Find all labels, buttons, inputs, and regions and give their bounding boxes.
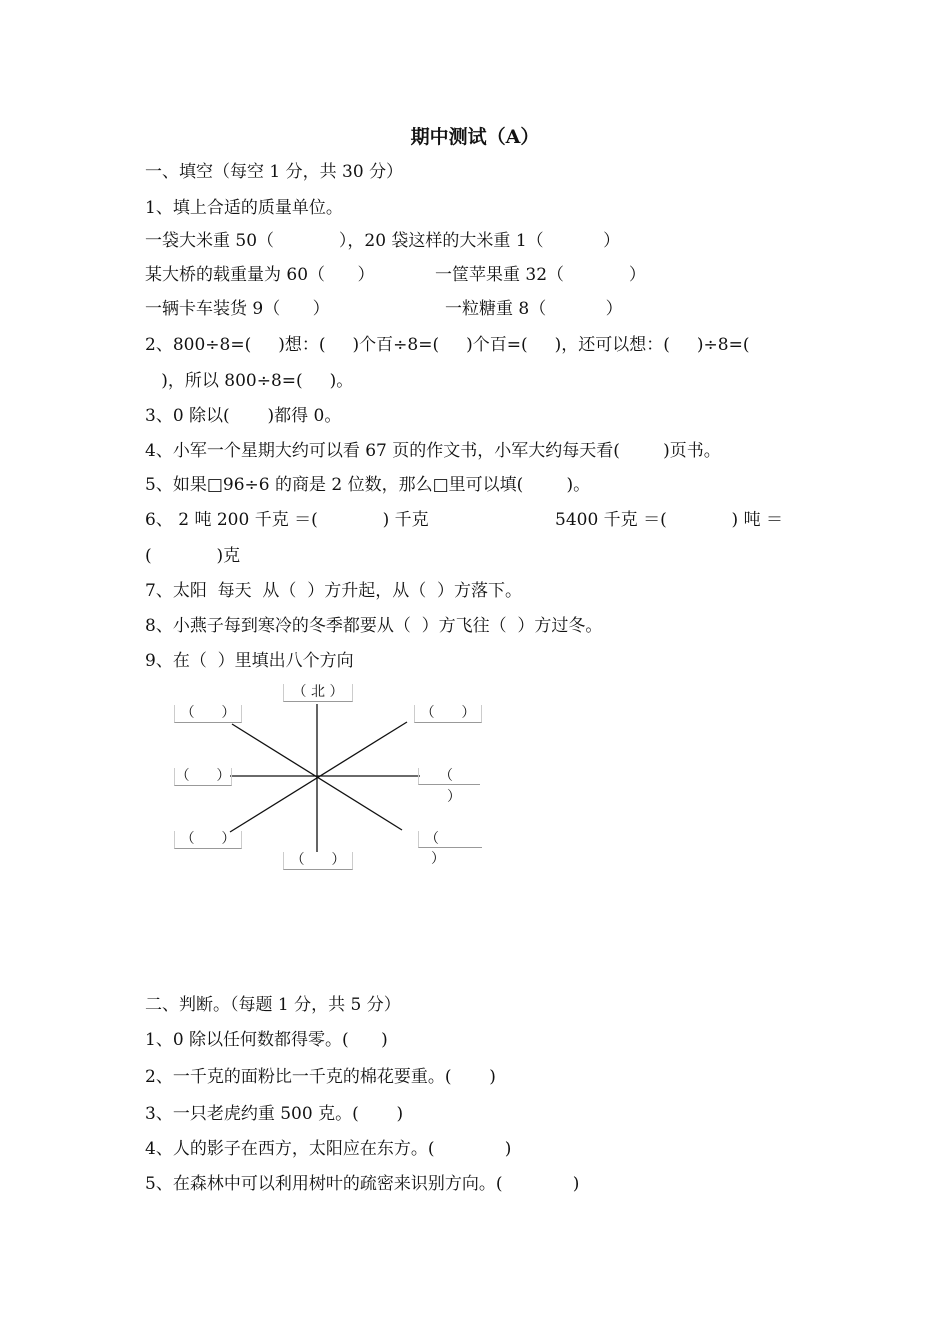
judgment-item-3: 3、一只老虎约重 500 克。( ) (145, 1104, 404, 1124)
question-1-line-2a: 某大桥的载重量为 60（ ） (145, 265, 375, 285)
direction-box-northwest[interactable]: （ ） (174, 705, 242, 723)
question-3: 3、0 除以( )都得 0。 (145, 406, 342, 426)
judgment-item-5: 5、在森林中可以利用树叶的疏密来识别方向。( ) (145, 1174, 580, 1194)
judgment-item-2: 2、一千克的面粉比一千克的棉花要重。( ) (145, 1067, 496, 1087)
direction-box-north[interactable]: （ 北 ） (283, 684, 353, 702)
compass-line-northeast-southwest (230, 722, 407, 832)
question-7: 7、太阳 每天 从（ ）方升起，从（ ）方落下。 (145, 581, 523, 601)
section1-heading: 一、填空（每空 1 分，共 30 分） (145, 162, 404, 182)
judgment-item-4: 4、人的影子在西方，太阳应在东方。( ) (145, 1139, 512, 1159)
direction-box-southeast-close: ） (431, 851, 445, 867)
direction-box-west[interactable]: （ ） (175, 768, 231, 784)
question-1-line-3a: 一辆卡车装货 9（ ） (145, 299, 330, 319)
question-1-line-3b: 一粒糖重 8（ ） (445, 299, 623, 319)
question-1-line-1: 一袋大米重 50（ ），20 袋这样的大米重 1（ ） (145, 231, 621, 251)
question-1-line-2b: 一筐苹果重 32（ ） (435, 265, 646, 285)
question-9: 9、在（ ）里填出八个方向 (145, 651, 354, 671)
direction-box-south[interactable]: （ ） (283, 852, 353, 870)
section2-heading: 二、判断。（每题 1 分，共 5 分） (145, 995, 401, 1015)
question-5: 5、如果□96÷6 的商是 2 位数，那么□里可以填( )。 (145, 475, 591, 495)
judgment-item-1: 1、0 除以任何数都得零。( ) (145, 1030, 388, 1050)
direction-box-northeast[interactable]: （ ） (414, 705, 482, 723)
question-8: 8、小燕子每到寒冷的冬季都要从（ ）方飞往（ ）方过冬。 (145, 616, 603, 636)
direction-box-east-close: ） (447, 789, 461, 805)
question-4: 4、小军一个星期大约可以看 67 页的作文书，小军大约每天看( )页书。 (145, 441, 721, 461)
page-title: 期中测试（A） (410, 126, 540, 148)
question-6-part-2: 5400 千克 ＝( ) 吨 ＝ (555, 510, 783, 530)
question-6-part-1: 6、 2 吨 200 千克 ＝( ) 千克 (145, 510, 429, 530)
direction-box-southeast[interactable]: （ (418, 831, 482, 848)
direction-box-east[interactable]: （ (418, 768, 480, 785)
question-1: 1、填上合适的质量单位。 (145, 198, 343, 218)
question-6-line-2: ( )克 (145, 546, 241, 566)
question-2-line-2: )，所以 800÷8=( )。 (145, 371, 354, 391)
direction-box-southwest[interactable]: （ ） (174, 831, 242, 849)
question-2-line-1: 2、800÷8=( )想：( )个百÷8=( )个百=( )，还可以想：( )÷8=( (145, 335, 750, 355)
